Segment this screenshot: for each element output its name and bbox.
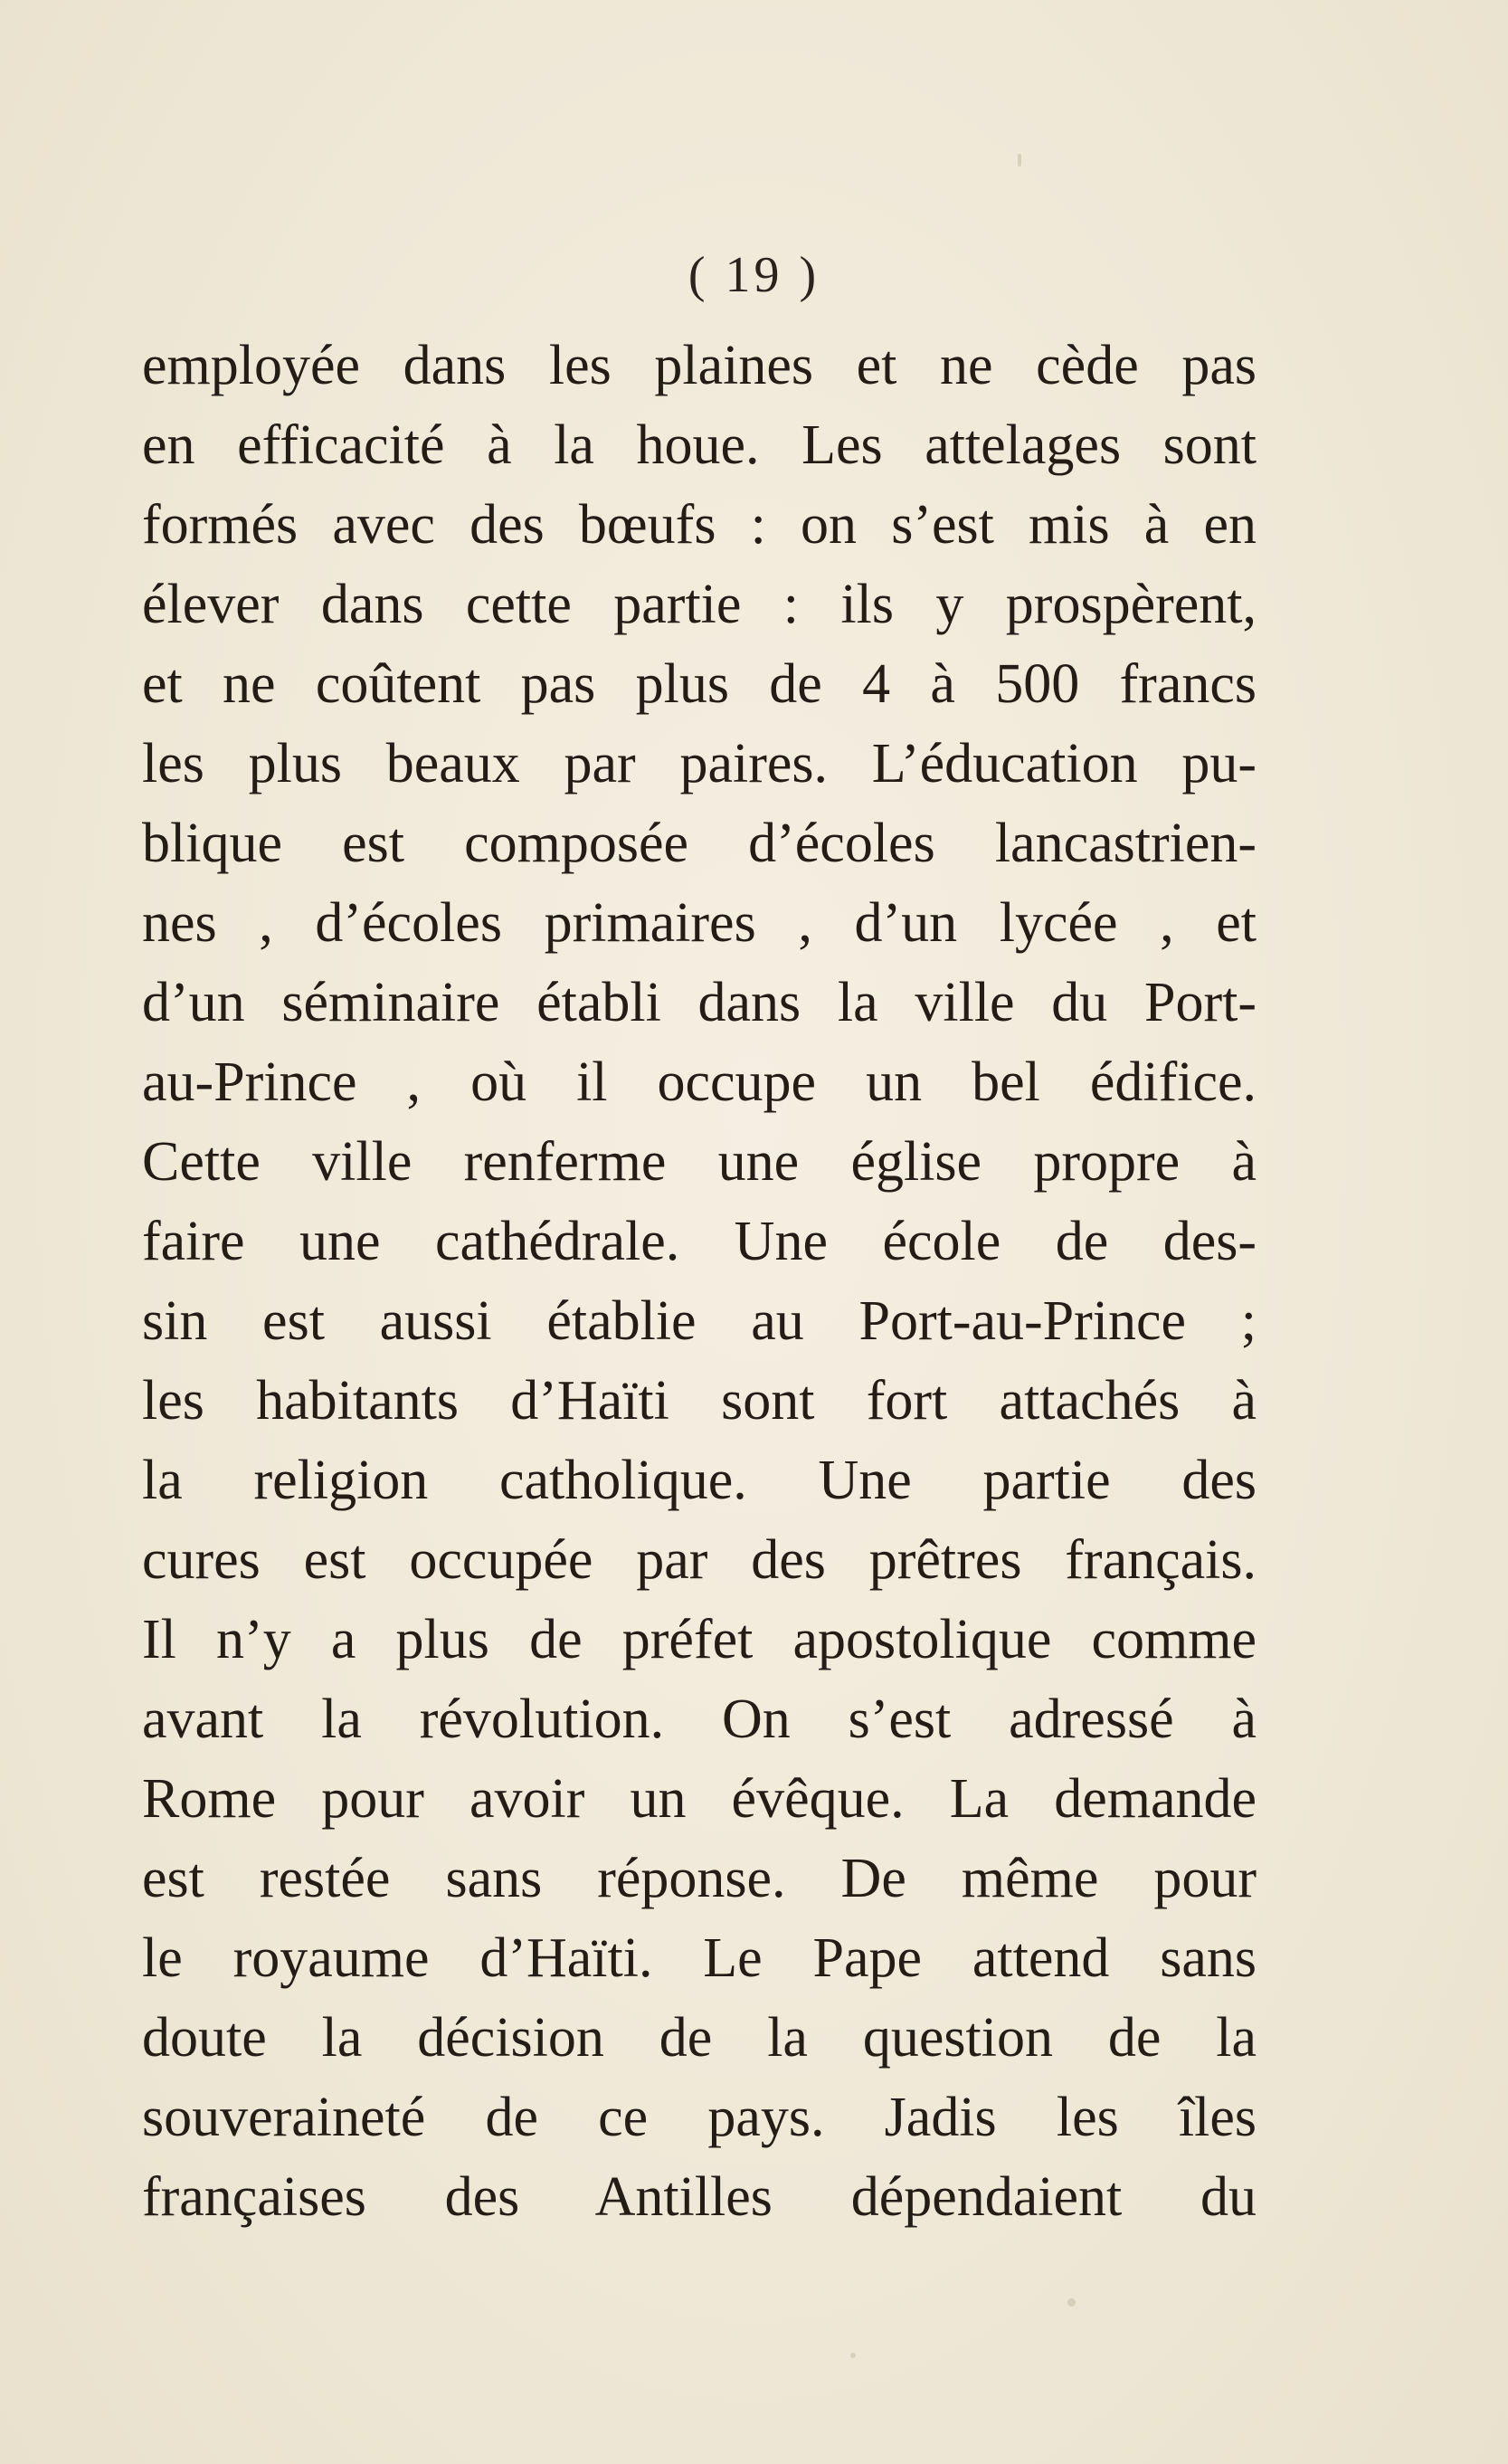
text-line: sin est aussi établie au Port-au-Prince ; [142, 1290, 1257, 1352]
text-line: Il n’y a plus de préfet apostolique comme [142, 1609, 1257, 1670]
text-line: d’un séminaire établi dans la ville du Port- [142, 972, 1257, 1033]
text-line: la religion catholique. Une partie des [142, 1450, 1257, 1511]
text-line: cures est occupée par des prêtres français. [142, 1529, 1257, 1591]
paper-speck [1067, 2298, 1076, 2307]
text-line: et ne coûtent pas plus de 4 à 500 francs [142, 653, 1257, 715]
text-line: au-Prince , où il occupe un bel édifice. [142, 1051, 1257, 1113]
paper-speck [1018, 154, 1021, 166]
text-line: les plus beaux par paires. L’éducation pu- [142, 733, 1257, 794]
body-text [142, 326, 1257, 2237]
text-line: élever dans cette partie : ils y prospèrent, [142, 574, 1257, 635]
text-line: employée dans les plaines et ne cède pas [142, 335, 1257, 396]
text-line: nes , d’écoles primaires , d’un lycée , et [142, 892, 1257, 954]
text-line: formés avec des bœufs : on s’est mis à en [142, 494, 1257, 556]
text-line: avant la révolution. On s’est adressé à [142, 1689, 1257, 1750]
text-line: doute la décision de la question de la [142, 2007, 1257, 2069]
text-line: est restée sans réponse. De même pour [142, 1848, 1257, 1909]
text-line: faire une cathédrale. Une école de des- [142, 1211, 1257, 1272]
text-line: les habitants d’Haïti sont fort attachés à [142, 1370, 1257, 1432]
text-line: françaises des Antilles dépendaient du [142, 2166, 1257, 2228]
text-line: Rome pour avoir un évêque. La demande [142, 1768, 1257, 1830]
text-line: en efficacité à la houe. Les attelages sont [142, 414, 1257, 476]
text-line: Cette ville renferme une église propre à [142, 1131, 1257, 1193]
text-line: le royaume d’Haïti. Le Pape attend sans [142, 1927, 1257, 1989]
paper-speck [850, 2353, 856, 2358]
text-line: blique est composée d’écoles lancastrien- [142, 813, 1257, 874]
text-line: souveraineté de ce pays. Jadis les îles [142, 2087, 1257, 2148]
page-number: ( 19 ) [688, 247, 820, 303]
